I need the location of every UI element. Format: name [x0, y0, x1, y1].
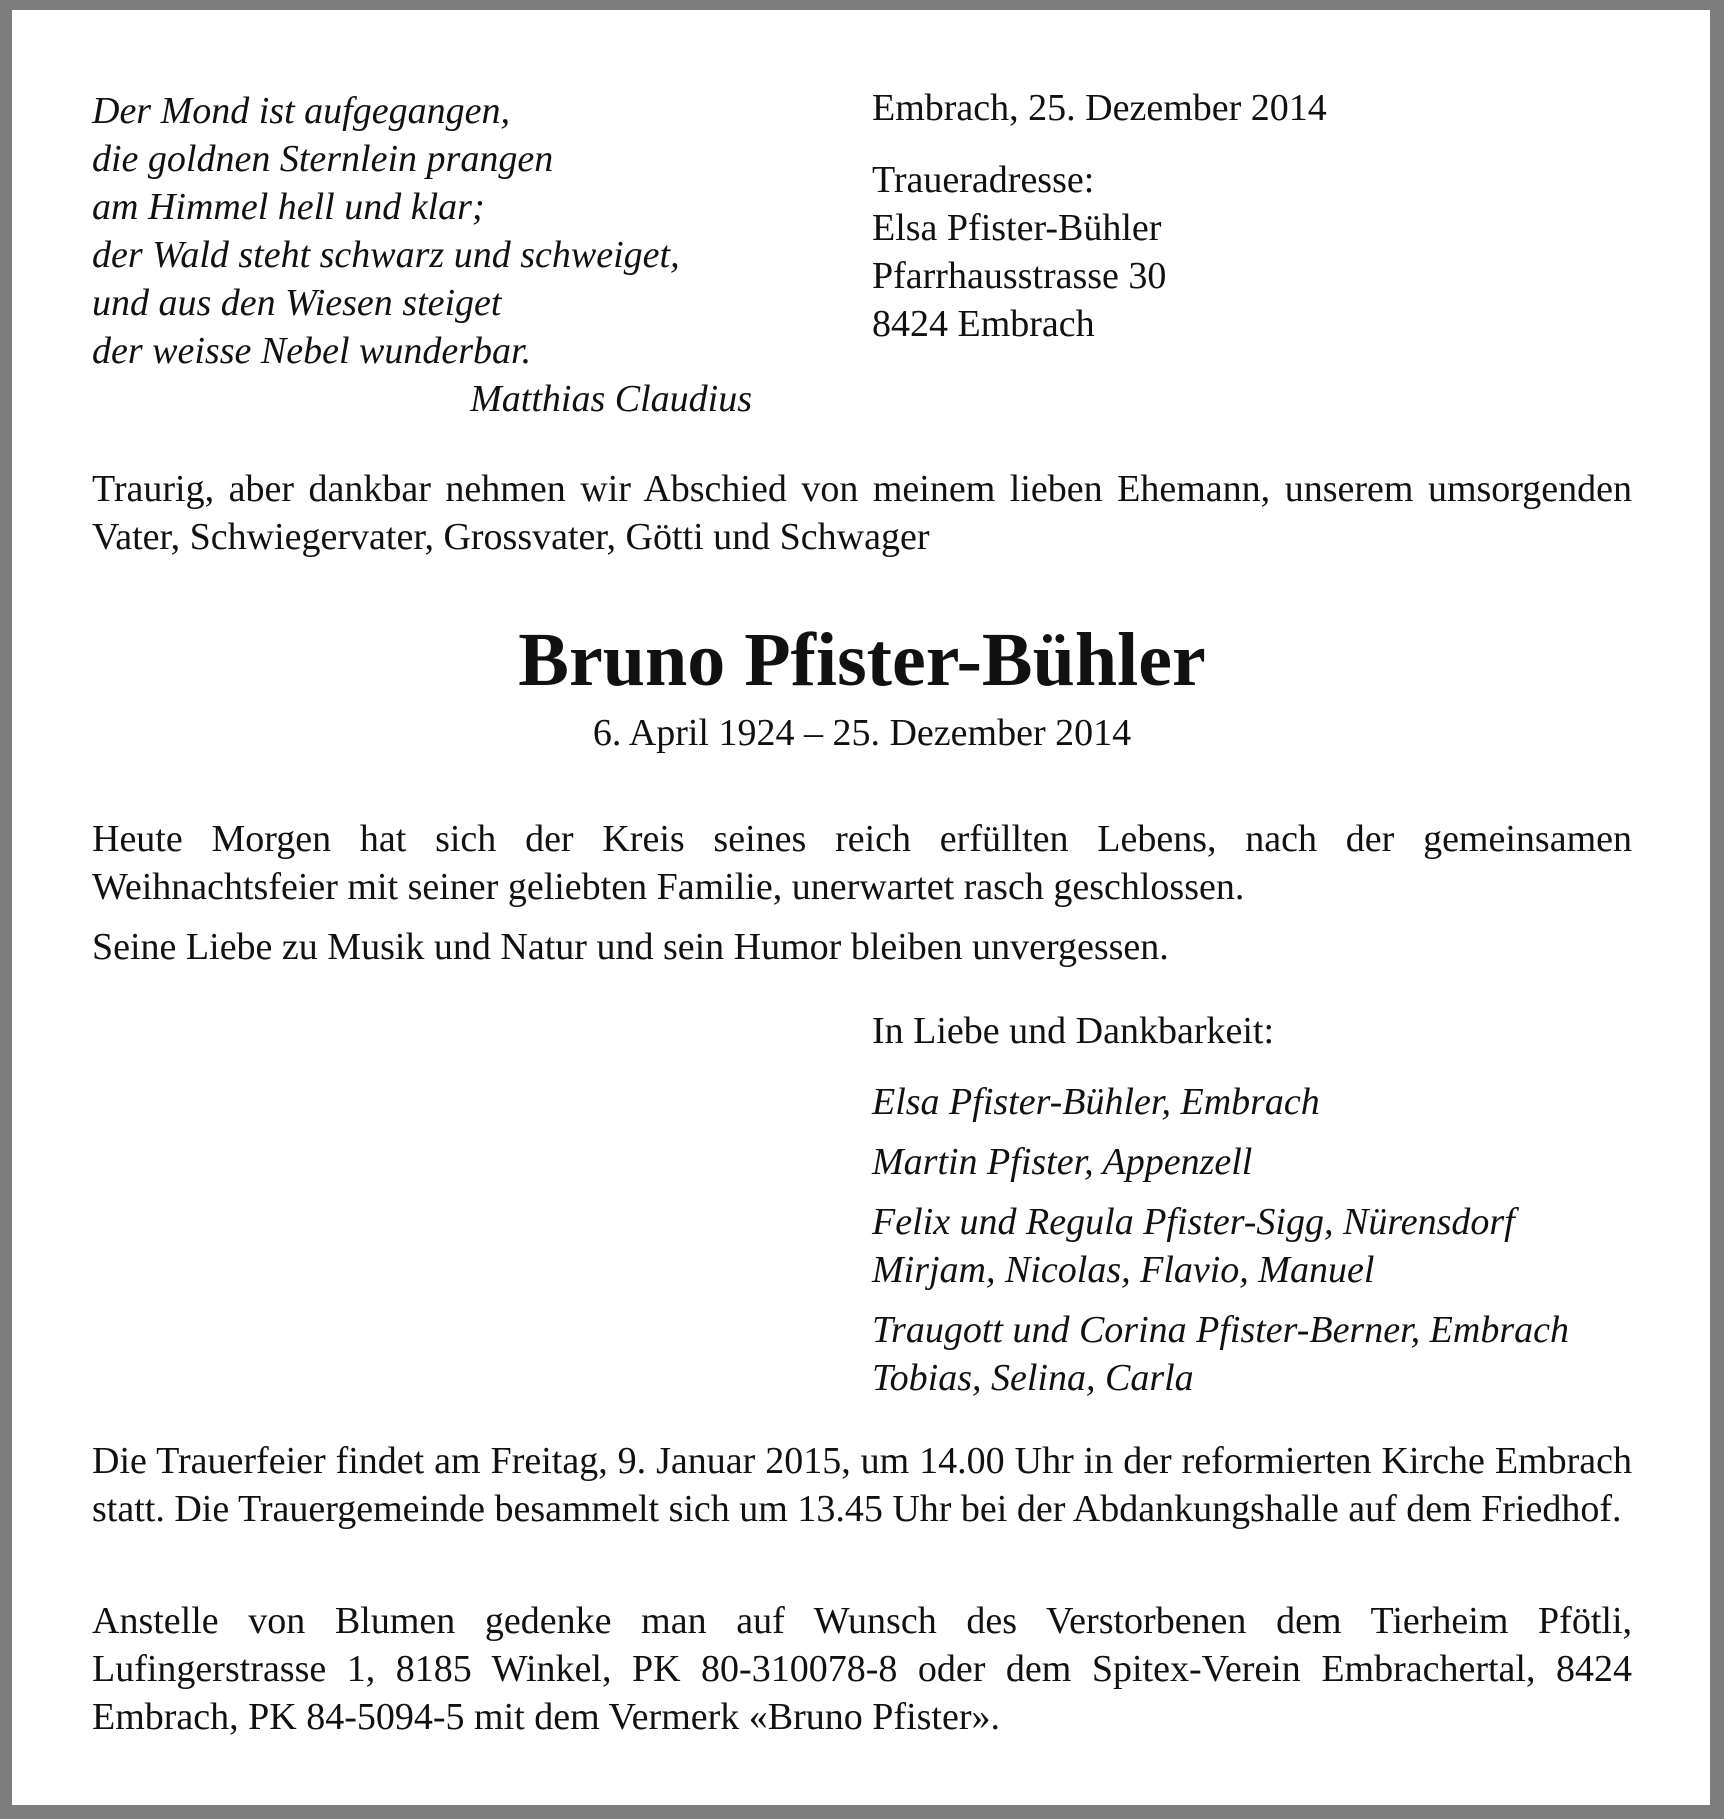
life-dates: 6. April 1924 – 25. Dezember 2014: [592, 712, 1132, 754]
poem-line: die goldnen Sternlein prangen: [92, 138, 554, 180]
address-line: Elsa Pfister-Bühler: [872, 207, 1162, 249]
mourners-heading: In Liebe und Dankbarkeit:: [872, 1010, 1275, 1052]
mourner-line: Felix und Regula Pfister-Sigg, Nürensdorf: [872, 1201, 1515, 1243]
deceased-name: Bruno Pfister-Bühler: [518, 618, 1206, 702]
mourner-line: Traugott und Corina Pfister-Berner, Embrach: [872, 1309, 1569, 1351]
poem-line: Der Mond ist aufgegangen,: [92, 90, 510, 132]
address-line: Pfarrhausstrasse 30: [872, 255, 1167, 297]
mourner-line: Elsa Pfister-Bühler, Embrach: [872, 1081, 1320, 1123]
mourner-entry: [872, 1138, 1632, 1186]
poem-motto: [92, 87, 752, 423]
poem-line: und aus den Wiesen steiget: [92, 282, 502, 324]
funeral-paragraph: Die Trauerfeier findet am Freitag, 9. Januar 2015, um 14.00 Uhr in der reformierten Kirche Embrach statt. Die Trauergemeinde besammelt sich um 13.45 Uhr bei der Abdankungshalle auf dem Friedhof.: [92, 1440, 1632, 1530]
mourning-address-block: [872, 84, 1632, 348]
donation-paragraph: Anstelle von Blumen gedenke man auf Wunsch des Verstorbenen dem Tierheim Pfötli, Lufingerstrasse 1, 8185 Winkel, PK 80-310078-8 oder dem Spitex-Verein Embrachertal, 8424 Embrach, PK 84-5094-5 mit dem Vermerk «Bruno Pfister».: [92, 1600, 1632, 1738]
poem-line: am Himmel hell und klar;: [92, 186, 485, 228]
mourner-entry: [872, 1198, 1632, 1294]
mourner-entry: [872, 1078, 1632, 1126]
mourners-list: [872, 1078, 1632, 1414]
morning-paragraph: Heute Morgen hat sich der Kreis seines reich erfüllten Lebens, nach der gemeinsamen Weihnachtsfeier mit seiner geliebten Familie, unerwartet rasch geschlossen.: [92, 818, 1632, 908]
poem-line: der weisse Nebel wunderbar.: [92, 330, 532, 372]
mourner-line: Tobias, Selina, Carla: [872, 1357, 1194, 1399]
remembrance-paragraph: Seine Liebe zu Musik und Natur und sein Humor bleiben unvergessen.: [92, 926, 1169, 968]
poem-author: Matthias Claudius: [470, 378, 752, 420]
intro-paragraph: Traurig, aber dankbar nehmen wir Abschied von meinem lieben Ehemann, unserem umsorgenden Vater, Schwiegervater, Grossvater, Götti und Schwager: [92, 468, 1632, 558]
dateline: Embrach, 25. Dezember 2014: [872, 87, 1327, 129]
obituary-notice: [92, 0, 1632, 1800]
address-line: 8424 Embrach: [872, 303, 1095, 345]
mourner-line: Martin Pfister, Appenzell: [872, 1141, 1253, 1183]
mourner-entry: [872, 1306, 1632, 1402]
mourner-line: Mirjam, Nicolas, Flavio, Manuel: [872, 1249, 1375, 1291]
poem-line: der Wald steht schwarz und schweiget,: [92, 234, 680, 276]
address-label: Traueradresse:: [872, 159, 1095, 201]
